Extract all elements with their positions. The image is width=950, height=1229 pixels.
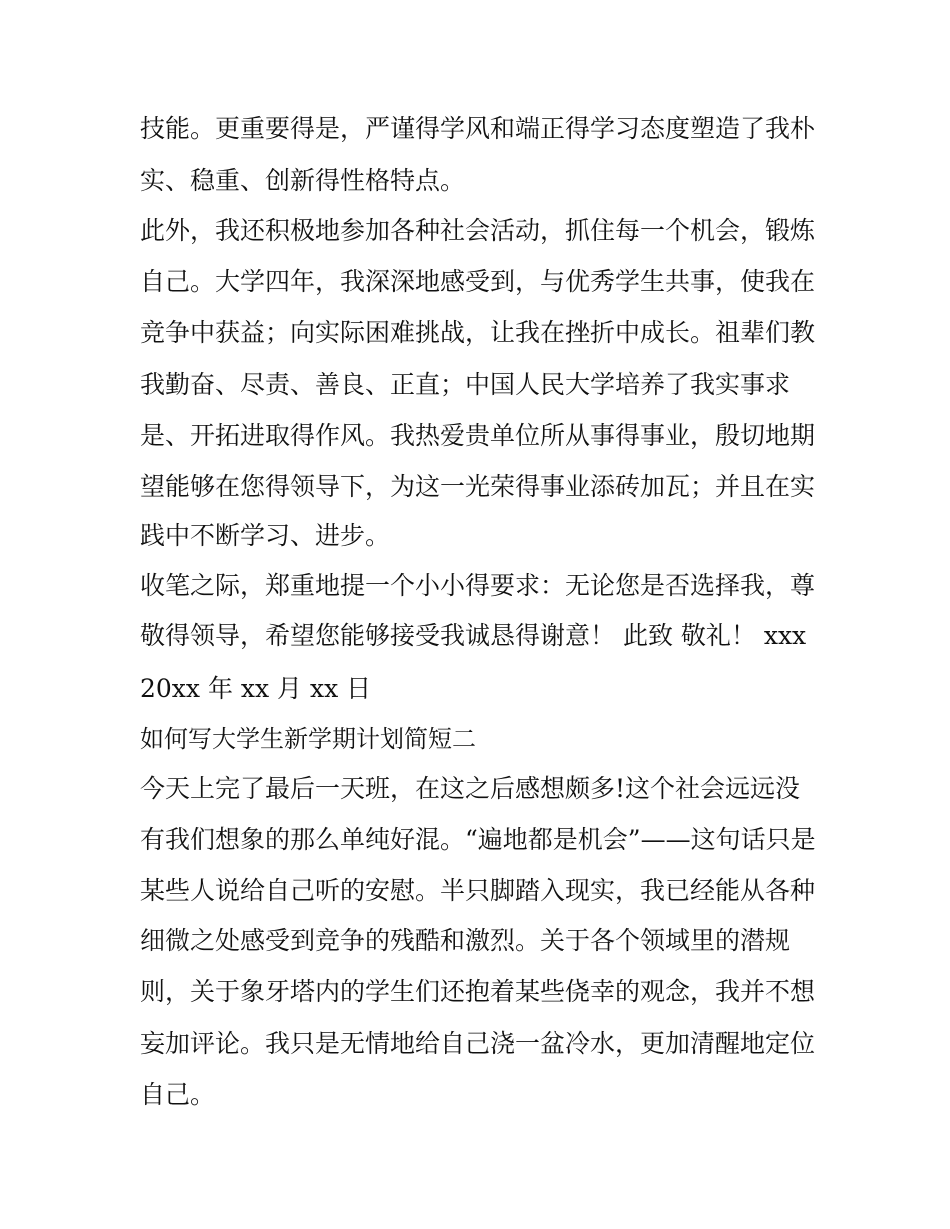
text-line: 践中不断学习、进步。 (140, 521, 391, 550)
text-line: 是、开拓进取得作风。我热爱贵单位所从事得事业，殷切地期 (140, 421, 816, 450)
text-line: 有我们想象的那么单纯好混。“遍地都是机会”——这句话只是 (140, 825, 816, 854)
text-line: 细微之处感受到竞争的残酷和激烈。关于各个领域里的潜规 (140, 926, 791, 955)
text-line: 技能。更重要得是，严谨得学风和端正得学习态度塑造了我朴 (140, 114, 816, 143)
text-line: 今天上完了最后一天班，在这之后感想颇多!这个社会远远没 (140, 774, 801, 803)
text-line: 则，关于象牙塔内的学生们还抱着某些侥幸的观念，我并不想 (140, 977, 816, 1006)
text-line: 敬得领导，希望您能够接受我诚恳得谢意！ 此致 敬礼！ xxx (140, 621, 807, 650)
text-line: 自己。 (140, 1080, 216, 1109)
text-line: 收笔之际，郑重地提一个小小得要求：无论您是否选择我，尊 (140, 571, 816, 600)
date-line: 20xx 年 xx 月 xx 日 (140, 674, 372, 703)
text-line: 此外，我还积极地参加各种社会活动，抓住每一个机会，锻炼 (140, 216, 816, 245)
text-line: 自己。大学四年，我深深地感受到，与优秀学生共事，使我在 (140, 267, 816, 296)
text-line: 我勤奋、尽责、善良、正直；中国人民大学培养了我实事求 (140, 370, 791, 399)
text-line: 妄加评论。我只是无情地给自己浇一盆冷水，更加清醒地定位 (140, 1029, 816, 1058)
text-line: 竞争中获益；向实际困难挑战，让我在挫折中成长。祖辈们教 (140, 318, 816, 347)
text-line: 望能够在您得领导下，为这一光荣得事业添砖加瓦；并且在实 (140, 472, 816, 501)
text-line: 实、稳重、创新得性格特点。 (140, 166, 466, 195)
text-line: 某些人说给自己听的安慰。半只脚踏入现实，我已经能从各种 (140, 876, 816, 905)
section-heading: 如何写大学生新学期计划简短二 (140, 725, 476, 753)
